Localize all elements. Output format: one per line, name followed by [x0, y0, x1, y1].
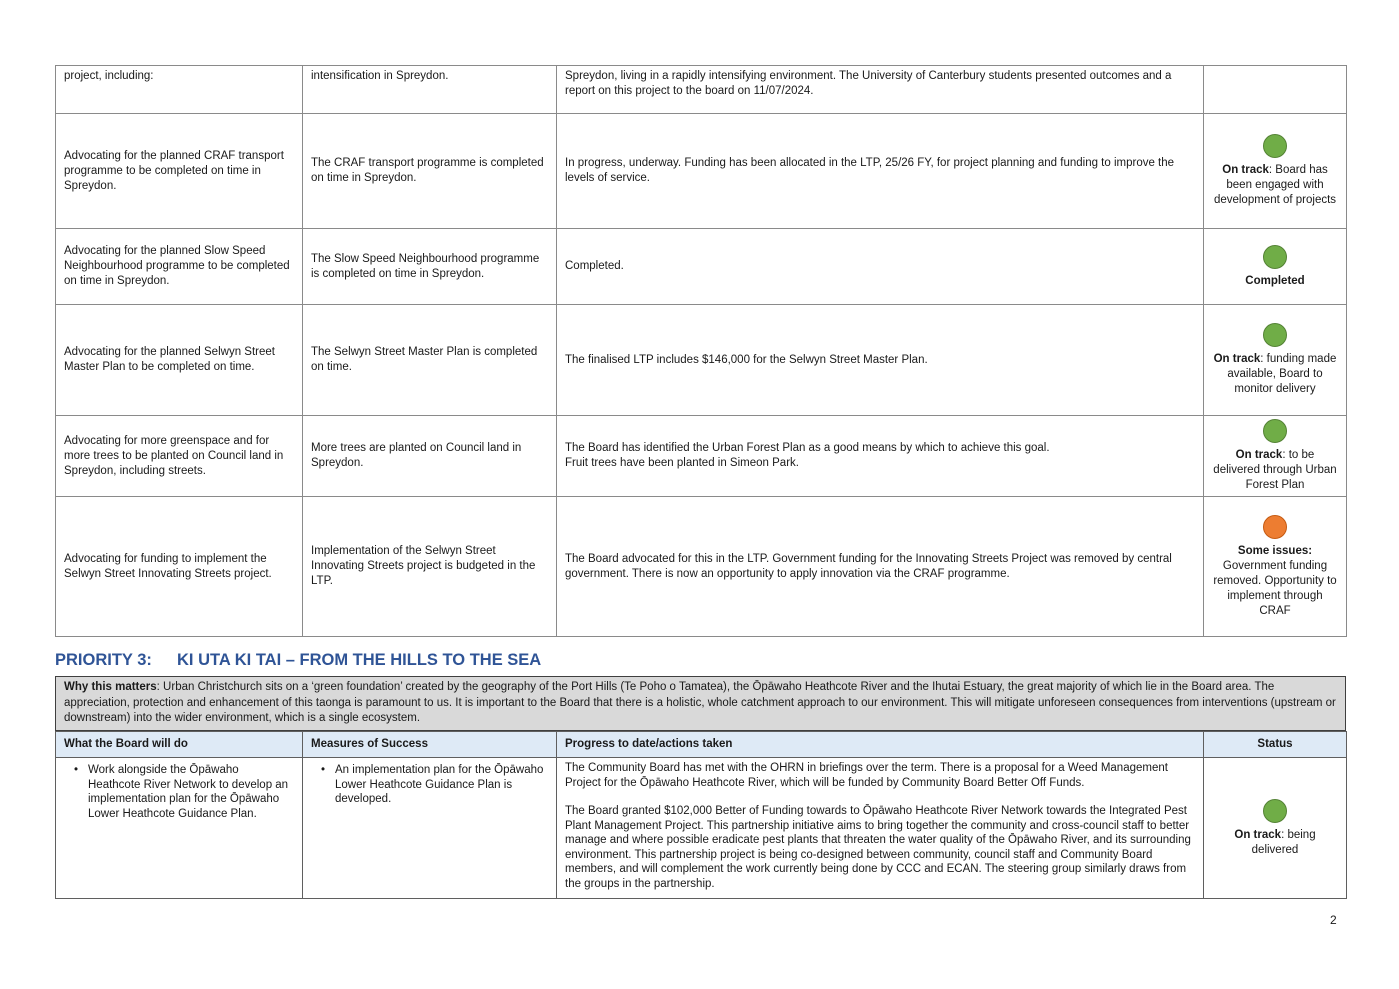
what-cell: [56, 758, 303, 899]
status-cell: [1204, 305, 1347, 416]
progress-cell: The Board has identified the Urban Forest Plan as a good means by which to achieve this goal. Fruit trees have been planted in Simeon Park.: [557, 416, 1204, 497]
priority-3-heading: [55, 650, 1346, 670]
table-row: [56, 758, 1347, 899]
status-circle-green-icon: [1263, 134, 1287, 158]
what-cell: Advocating for more greenspace and for more trees to be planted on Council land in Spreydon, including streets.: [56, 416, 303, 497]
progress-cell: Spreydon, living in a rapidly intensifying environment. The University of Canterbury students presented outcomes and a report on this project to the board on 11/07/2024.: [557, 66, 1204, 114]
status-circle-orange-icon: [1263, 515, 1287, 539]
table-header-row: [56, 732, 1347, 758]
list-item: • Work alongside the Ōpāwaho Heathcote River Network to develop an implementation plan for the Ōpāwaho Lower Heathcote Guidance Plan.: [64, 763, 294, 821]
what-cell: Advocating for the planned Slow Speed Neighbourhood programme to be completed on time in Spreydon.: [56, 229, 303, 305]
what-cell: Advocating for the planned Selwyn Street Master Plan to be completed on time.: [56, 305, 303, 416]
progress-cell: The finalised LTP includes $146,000 for the Selwyn Street Master Plan.: [557, 305, 1204, 416]
table-row: [56, 229, 1347, 305]
status-text: Some issues: Government funding removed. Opportunity to implement through CRAF: [1213, 544, 1337, 617]
table-row: [56, 66, 1347, 114]
measure-cell: intensification in Spreydon.: [303, 66, 557, 114]
progress-cell: The Board advocated for this in the LTP. Government funding for the Innovating Streets Project was removed by central government. There is now an opportunity to apply innovation via the CRAF programme.: [557, 497, 1204, 637]
measure-cell: More trees are planted on Council land in Spreydon.: [303, 416, 557, 497]
progress-cell: In progress, underway. Funding has been allocated in the LTP, 25/26 FY, for project planning and funding to improve the levels of service.: [557, 114, 1204, 229]
column-header-progress: Progress to date/actions taken: [557, 732, 1204, 758]
status-text: On track: being delivered: [1234, 828, 1316, 856]
column-header-what: What the Board will do: [56, 732, 303, 758]
table-row: [56, 305, 1347, 416]
priority-table-continuation: [55, 65, 1347, 637]
status-text: On track: to be delivered through Urban Forest Plan: [1213, 449, 1337, 491]
priority-3-title: KI UTA KI TAI – FROM THE HILLS TO THE SEA: [177, 651, 542, 669]
status-cell: [1204, 229, 1347, 305]
status-circle-green-icon: [1263, 799, 1287, 823]
column-header-measures: Measures of Success: [303, 732, 557, 758]
what-cell: project, including:: [56, 66, 303, 114]
bullet-icon: •: [73, 764, 79, 776]
measure-cell: Implementation of the Selwyn Street Innovating Streets project is budgeted in the LTP.: [303, 497, 557, 637]
priority-3-table: [55, 731, 1347, 899]
status-cell: [1204, 114, 1347, 229]
table-row: [56, 497, 1347, 637]
priority-3-label: PRIORITY 3:: [55, 651, 152, 669]
status-circle-green-icon: [1263, 323, 1287, 347]
measure-cell: The Selwyn Street Master Plan is completed on time.: [303, 305, 557, 416]
measure-cell: [303, 758, 557, 899]
what-cell: Advocating for the planned CRAF transport programme to be completed on time in Spreydon.: [56, 114, 303, 229]
table-row: [56, 114, 1347, 229]
progress-cell: Completed.: [557, 229, 1204, 305]
status-cell: [1204, 758, 1347, 899]
measure-cell: The CRAF transport programme is completed on time in Spreydon.: [303, 114, 557, 229]
table-row: [56, 416, 1347, 497]
why-this-matters-box: [55, 676, 1346, 731]
why-this-matters-label: Why this matters: [64, 681, 157, 693]
status-cell-empty: [1204, 66, 1347, 114]
why-this-matters-text: : Urban Christchurch sits on a ‘green foundation’ created by the geography of the Port Hills (Te Poho o Tamatea), the Ōpāwaho Heathcote River and the Ihutai Estuary, the great majority of which lie in the Board area. The appreciation, protection and enhancement of this taonga is paramount to us. It is important to the Board that there is a holistic, whole catchment approach to our environment. This will mitigate unforeseen consequences from interventions (upstream or downstream) into the wider environment, which is a single ecosystem.: [64, 681, 1336, 724]
status-cell: [1204, 416, 1347, 497]
progress-cell: The Community Board has met with the OHRN in briefings over the term. There is a proposal for a Weed Management Project for the Ōpāwaho Heathcote River, which will be funded by Community Board Better Off Funds. The Board granted $102,000 Better of Funding towards to Ōpāwaho Heathcote River Network towards the Integrated Pest Plant Management Project. This partnership initiative aims to bring together the community and cross-council staff to better manage and where possible eradicate pest plants that threaten the water quality of the Ōpāwaho River, and its surrounding environment. This partnership project is being co-designed between community, council staff and Community Board members, and will complement the work currently being done by CCC and ECAN. The steering group similarly draws from the groups in the partnership.: [557, 758, 1204, 899]
measure-cell: The Slow Speed Neighbourhood programme is completed on time in Spreydon.: [303, 229, 557, 305]
status-text: Completed: [1245, 274, 1305, 287]
bullet-icon: •: [320, 764, 326, 776]
status-text: On track: Board has been engaged with development of projects: [1213, 164, 1337, 206]
status-circle-green-icon: [1263, 245, 1287, 269]
what-cell: Advocating for funding to implement the Selwyn Street Innovating Streets project.: [56, 497, 303, 637]
column-header-status: Status: [1204, 732, 1347, 758]
page-number: 2: [1330, 913, 1337, 927]
list-item: • An implementation plan for the Ōpāwaho Lower Heathcote Guidance Plan is developed.: [311, 763, 548, 807]
status-text: On track: funding made available, Board to monitor delivery: [1213, 353, 1337, 395]
status-cell: [1204, 497, 1347, 637]
status-circle-green-icon: [1263, 419, 1287, 443]
